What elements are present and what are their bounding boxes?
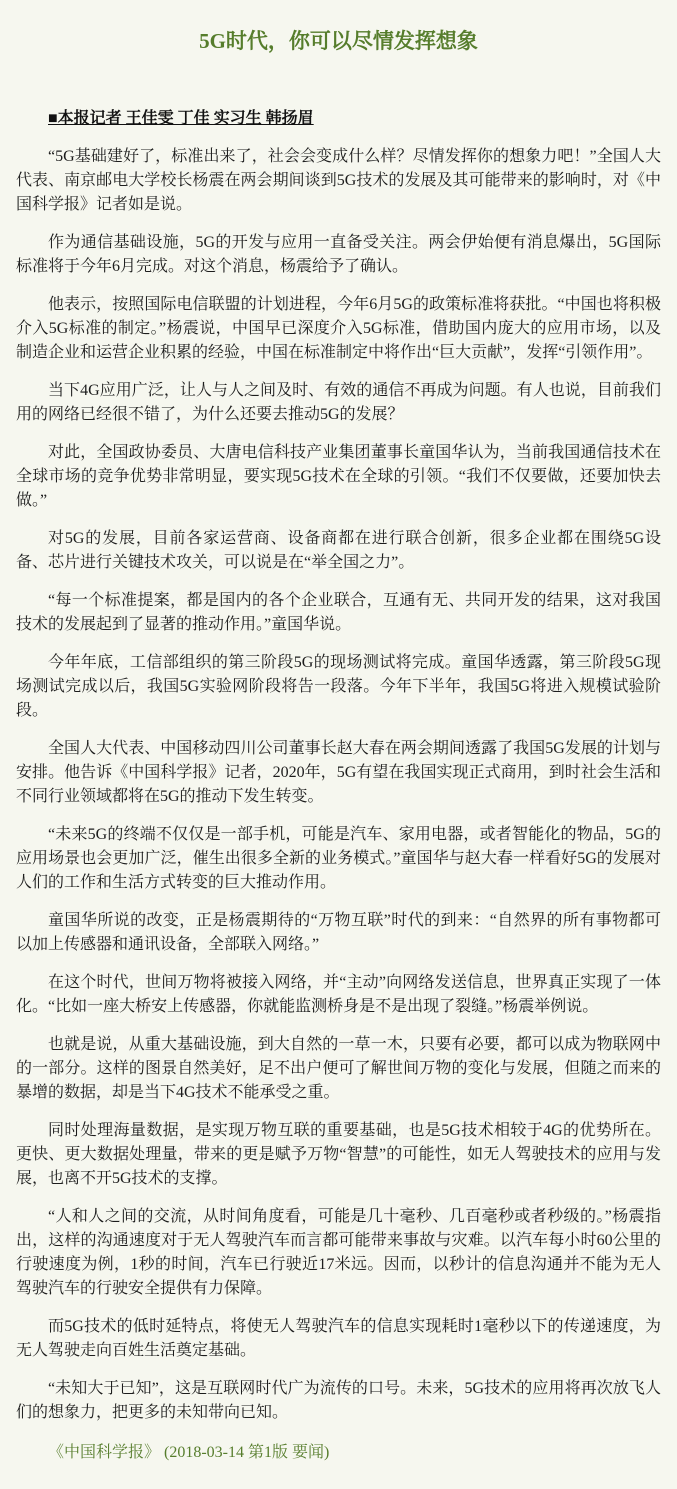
- article-paragraph: 在这个时代，世间万物将被接入网络，并“主动”向网络发送信息，世界真正实现了一体化。“比如一座大桥安上传感器，你就能监测桥身是不是出现了裂缝。”杨震举例说。: [16, 974, 661, 1016]
- article-paragraph: 当下4G应用广泛，让人与人之间及时、有效的通信不再成为问题。有人也说，目前我们用的网络已经很不错了，为什么还要去推动5G的发展？: [16, 382, 661, 424]
- article-paragraph: “5G基础建好了，标准出来了，社会会变成什么样？尽情发挥你的想象力吧！”全国人大代表、南京邮电大学校长杨震在两会期间谈到5G技术的发展及其可能带来的影响时，对《中国科学报》记者如是说。: [16, 148, 661, 214]
- article-paragraph: 今年年底，工信部组织的第三阶段5G的现场测试将完成。童国华透露，第三阶段5G现场测试完成以后，我国5G实验网阶段将告一段落。今年下半年，我国5G将进入规模试验阶段。: [16, 654, 661, 720]
- article-paragraph: “未知大于已知”，这是互联网时代广为流传的口号。未来，5G技术的应用将再次放飞人们的想象力，把更多的未知带向已知。: [16, 1380, 661, 1422]
- article-paragraph: 同时处理海量数据，是实现万物互联的重要基础，也是5G技术相较于4G的优势所在。更快、更大数据处理量，带来的更是赋予万物“智慧”的可能性，如无人驾驶技术的应用与发展，也离不开5G技术的支撑。: [16, 1122, 661, 1188]
- article-paragraph: “每一个标准提案，都是国内的各个企业联合，互通有无、共同开发的结果，这对我国技术的发展起到了显著的推动作用。”童国华说。: [16, 592, 661, 634]
- article-byline: ■本报记者 王佳雯 丁佳 实习生 韩扬眉: [48, 110, 314, 128]
- article-paragraph: 对5G的发展，目前各家运营商、设备商都在进行联合创新，很多企业都在围绕5G设备、芯片进行关键技术攻关，可以说是在“举全国之力”。: [16, 530, 661, 572]
- source-citation: 《中国科学报》 (2018-03-14 第1版 要闻): [48, 1444, 330, 1462]
- article-paragraph: 他表示，按照国际电信联盟的计划进程，今年6月5G的政策标准将获批。“中国也将积极介入5G标准的制定。”杨震说，中国早已深度介入5G标准，借助国内庞大的应用市场，以及制造企业和运营企业积累的经验，中国在标准制定中将作出“巨大贡献”，发挥“引领作用”。: [16, 296, 661, 362]
- article-paragraph: “人和人之间的交流，从时间角度看，可能是几十毫秒、几百毫秒或者秒级的。”杨震指出，这样的沟通速度对于无人驾驶汽车而言都可能带来事故与灾难。以汽车每小时60公里的行驶速度为例，1秒的时间，汽车已行驶近17米远。因而，以秒计的信息沟通并不能为无人驾驶汽车的行驶安全提供有力保障。: [16, 1208, 661, 1298]
- article-paragraph: 作为通信基础设施，5G的开发与应用一直备受关注。两会伊始便有消息爆出，5G国际标准将于今年6月完成。对这个消息，杨震给予了确认。: [16, 234, 661, 276]
- article-paragraph: “未来5G的终端不仅仅是一部手机，可能是汽车、家用电器，或者智能化的物品，5G的应用场景也会更加广泛，催生出很多全新的业务模式。”童国华与赵大春一样看好5G的发展对人们的工作和生活方式转变的巨大推动作用。: [16, 826, 661, 892]
- article-paragraph: 对此，全国政协委员、大唐电信科技产业集团董事长童国华认为，当前我国通信技术在全球市场的竞争优势非常明显，要实现5G技术在全球的引领。“我们不仅要做，还要加快去做。”: [16, 444, 661, 510]
- article-paragraph: 童国华所说的改变，正是杨震期待的“万物互联”时代的到来：“自然界的所有事物都可以加上传感器和通讯设备，全部联入网络。”: [16, 912, 661, 954]
- article-body: [16, 145, 661, 1425]
- article-paragraph: 也就是说，从重大基础设施，到大自然的一草一木，只要有必要，都可以成为物联网中的一部分。这样的图景自然美好，足不出户便可了解世间万物的变化与发展，但随之而来的暴增的数据，却是当下4G技术不能承受之重。: [16, 1036, 661, 1102]
- article-paragraph: 而5G技术的低时延特点，将使无人驾驶汽车的信息实现耗时1毫秒以下的传递速度，为无人驾驶走向百姓生活奠定基础。: [16, 1318, 661, 1360]
- article-paragraph: 全国人大代表、中国移动四川公司董事长赵大春在两会期间透露了我国5G发展的计划与安排。他告诉《中国科学报》记者，2020年，5G有望在我国实现正式商用，到时社会生活和不同行业领域都将在5G的推动下发生转变。: [16, 740, 661, 806]
- article-title: 5G时代，你可以尽情发挥想象: [199, 29, 478, 53]
